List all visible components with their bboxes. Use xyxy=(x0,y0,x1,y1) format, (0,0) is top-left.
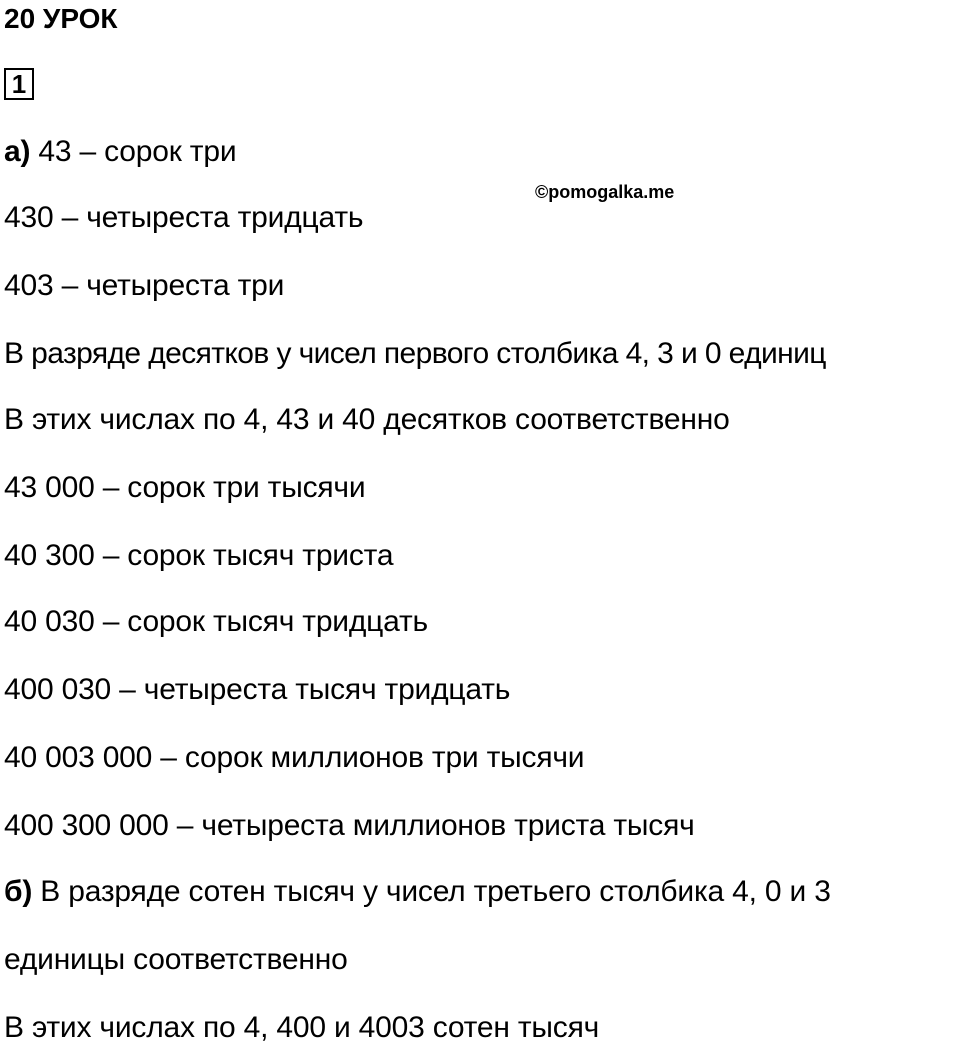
answer-line: 40 300 – сорок тысяч триста xyxy=(4,539,394,572)
part-a-marker: а) xyxy=(4,135,31,168)
answer-line: 400 030 – четыреста тысяч тридцать xyxy=(4,673,511,706)
answer-line: 400 300 000 – четыреста миллионов триста тысяч xyxy=(4,809,695,842)
answer-line: 403 – четыреста три xyxy=(4,269,285,302)
part-b-marker: б) xyxy=(4,875,33,908)
lesson-heading: 20 УРОК xyxy=(4,3,118,34)
answer-line: В этих числах по 4, 43 и 40 десятков соответственно xyxy=(4,403,730,436)
part-b-line xyxy=(4,874,831,910)
answer-line: В этих числах по 4, 400 и 4003 сотен тысяч xyxy=(4,1011,600,1044)
part-b-first-text: В разряде сотен тысяч у чисел третьего столбика 4, 0 и 3 xyxy=(32,875,831,908)
answer-line: 43 000 – сорок три тысячи xyxy=(4,471,366,504)
answer-line: 40 003 000 – сорок миллионов три тысячи xyxy=(4,741,585,774)
task-number-box: 1 xyxy=(4,68,34,100)
answer-line: 40 030 – сорок тысяч тридцать xyxy=(4,605,428,638)
answer-line: единицы соответственно xyxy=(4,943,348,976)
answer-line: В разряде десятков у чисел первого столбика 4, 3 и 0 единиц xyxy=(4,337,826,370)
watermark: ©pomogalka.me xyxy=(535,182,675,202)
part-a-first-text: 43 – сорок три xyxy=(30,135,237,168)
part-a-line xyxy=(4,134,236,170)
answer-line: 430 – четыреста тридцать xyxy=(4,201,364,234)
